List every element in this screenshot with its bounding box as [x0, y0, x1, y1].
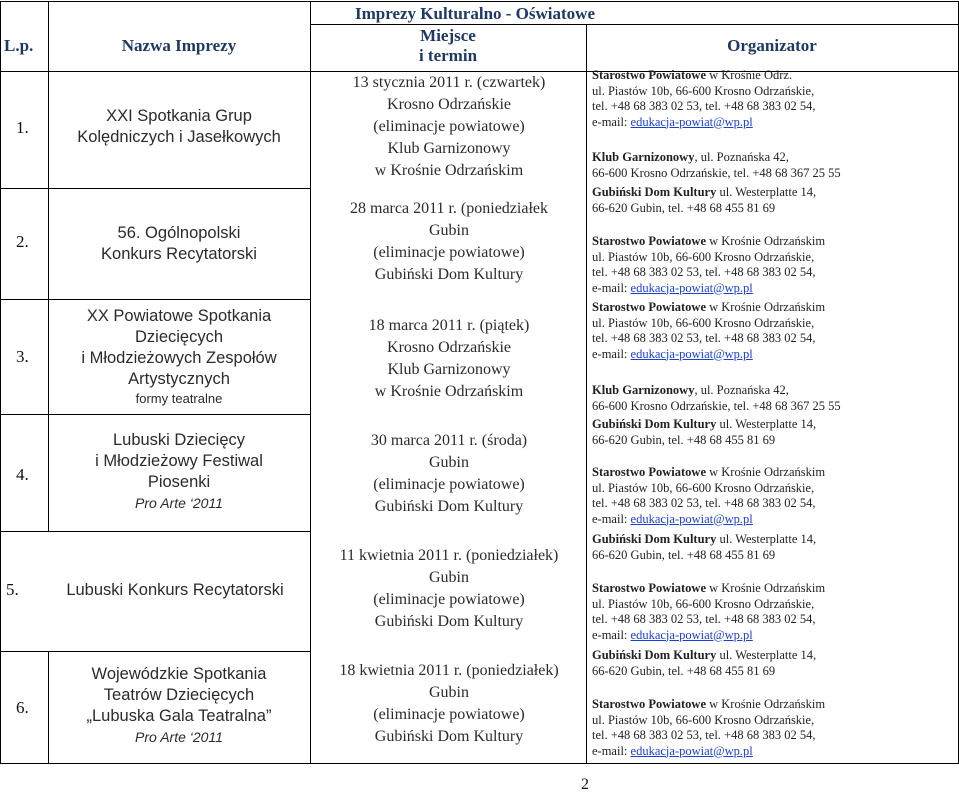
place-and-date: 28 marca 2011 r. (poniedziałek Gubin (eliminacje powiatowe) Gubiński Dom Kultury — [350, 200, 548, 283]
organizer-gdk: Gubiński Dom Kultury ul. Westerplatte 14, 66-620 Gubin, tel. +48 68 455 81 69 — [592, 648, 817, 678]
row-number: 3. — [16, 347, 29, 366]
row-number: 2. — [16, 232, 29, 251]
event-name: 56. Ogólnopolski Konkurs Recytatorski — [101, 224, 257, 263]
event-name: Wojewódzkie Spotkania Teatrów Dziecięcych „Lubuska Gala Teatralna” Pro Arte ‘2011 — [86, 665, 272, 745]
place-and-date: 11 kwietnia 2011 r. (poniedziałek) Gubin (eliminacje powiatowe) Gubiński Dom Kultury — [339, 547, 559, 630]
organizer-gdk: Gubiński Dom Kultury ul. Westerplatte 14, 66-620 Gubin, tel. +48 68 455 81 69 — [592, 185, 817, 215]
organizer-starostwo: Starostwo Powiatowe w Krośnie Odrzańskim ul. Piastów 10b, 66-600 Krosno Odrzańskie, tel. +48 68 383 02 53, tel. +48 68 383 02 54, e-mail: edukacja-powiat@wp.pl — [592, 300, 826, 361]
title-divider — [310, 24, 959, 25]
row-number: 4. — [16, 465, 29, 484]
header-place-line1: Miejsce — [420, 26, 476, 45]
row-number: 6. — [16, 698, 29, 717]
row-divider — [0, 414, 310, 415]
organizer-starostwo: Starostwo Powiatowe w Krośnie Odrzańskim ul. Piastów 10b, 66-600 Krosno Odrzańskie, tel. +48 68 383 02 53, tel. +48 68 383 02 54, e-mail: edukacja-powiat@wp.pl — [592, 234, 826, 295]
email-link[interactable]: edukacja-powiat@wp.pl — [630, 627, 753, 642]
email-link[interactable]: edukacja-powiat@wp.pl — [630, 280, 753, 295]
event-name: Lubuski Konkurs Recytatorski — [66, 581, 284, 599]
header-organizer: Organizator — [727, 36, 817, 55]
row-number: 5. — [6, 580, 19, 599]
event-name: XXI Spotkania Grup Kolędniczych i Jasełkowych — [77, 107, 281, 146]
row-divider — [0, 188, 310, 189]
table-top-border — [0, 1, 959, 2]
row-divider — [0, 531, 310, 532]
email-link[interactable]: edukacja-powiat@wp.pl — [630, 114, 753, 129]
header-name: Nazwa Imprezy — [121, 36, 237, 55]
place-and-date: 18 marca 2011 r. (piątek) Krosno Odrzańskie Klub Garnizonowy w Krośnie Odrzańskim — [368, 317, 530, 400]
table-left-border — [0, 1, 1, 764]
organizer-starostwo: Starostwo Powiatowe w Krośnie Odrzańskim ul. Piastów 10b, 66-600 Krosno Odrzańskie, tel. +48 68 383 02 53, tel. +48 68 383 02 54, e-mail: edukacja-powiat@wp.pl — [592, 697, 826, 758]
event-name: Lubuski Dziecięcy i Młodzieżowy Festiwal Piosenki Pro Arte ‘2011 — [95, 431, 263, 511]
row-divider — [0, 651, 310, 652]
place-and-date: 30 marca 2011 r. (środa) Gubin (eliminacje powiatowe) Gubiński Dom Kultury — [370, 432, 528, 515]
header-lp: L.p. — [4, 36, 34, 55]
organizer-starostwo: Starostwo Powiatowe w Krośnie Odrzańskim ul. Piastów 10b, 66-600 Krosno Odrzańskie, tel. +48 68 383 02 53, tel. +48 68 383 02 54, e-mail: edukacja-powiat@wp.pl — [592, 465, 826, 526]
row-divider — [0, 299, 310, 300]
page-title: Imprezy Kulturalno - Oświatowe — [354, 4, 596, 23]
col-divider-place — [310, 1, 311, 764]
email-link[interactable]: edukacja-powiat@wp.pl — [630, 346, 753, 361]
table-bottom-border — [0, 763, 959, 764]
place-and-date: 13 stycznia 2011 r. (czwartek) Krosno Odrzańskie (eliminacje powiatowe) Klub Garnizonowy w Krośnie Odrzańskim — [352, 74, 546, 179]
event-name: XX Powiatowe Spotkania Dziecięcych i Młodzieżowych Zespołów Artystycznych formy teatralne — [81, 307, 277, 406]
row-number: 1. — [16, 118, 29, 137]
organizer-gdk: Gubiński Dom Kultury ul. Westerplatte 14, 66-620 Gubin, tel. +48 68 455 81 69 — [592, 532, 817, 562]
place-and-date: 18 kwietnia 2011 r. (poniedziałek) Gubin (eliminacje powiatowe) Gubiński Dom Kultury — [339, 662, 559, 745]
organizer-starostwo: Starostwo Powiatowe w Krośnie Odrzańskim ul. Piastów 10b, 66-600 Krosno Odrzańskie, tel. +48 68 383 02 53, tel. +48 68 383 02 54, e-mail: edukacja-powiat@wp.pl — [592, 581, 826, 642]
organizer-klub: Klub Garnizonowy, ul. Poznańska 42, 66-600 Krosno Odrzańskie, tel. +48 68 367 25 55 — [592, 383, 841, 413]
header-place-line2: i termin — [418, 46, 478, 65]
page-number: 2 — [581, 776, 589, 793]
email-link[interactable]: edukacja-powiat@wp.pl — [630, 511, 753, 526]
col-divider-org — [586, 24, 587, 764]
organizer-starostwo: Starostwo Powiatowe w Krośnie Odrz. ul. Piastów 10b, 66-600 Krosno Odrzańskie, tel. +48 68 383 02 53, tel. +48 68 383 02 54, e-mail: edukacja-powiat@wp.pl — [592, 68, 816, 129]
email-link[interactable]: edukacja-powiat@wp.pl — [630, 743, 753, 758]
organizer-klub: Klub Garnizonowy, ul. Poznańska 42, 66-600 Krosno Odrzańskie, tel. +48 68 367 25 55 — [592, 150, 841, 180]
organizer-gdk: Gubiński Dom Kultury ul. Westerplatte 14, 66-620 Gubin, tel. +48 68 455 81 69 — [592, 417, 817, 447]
